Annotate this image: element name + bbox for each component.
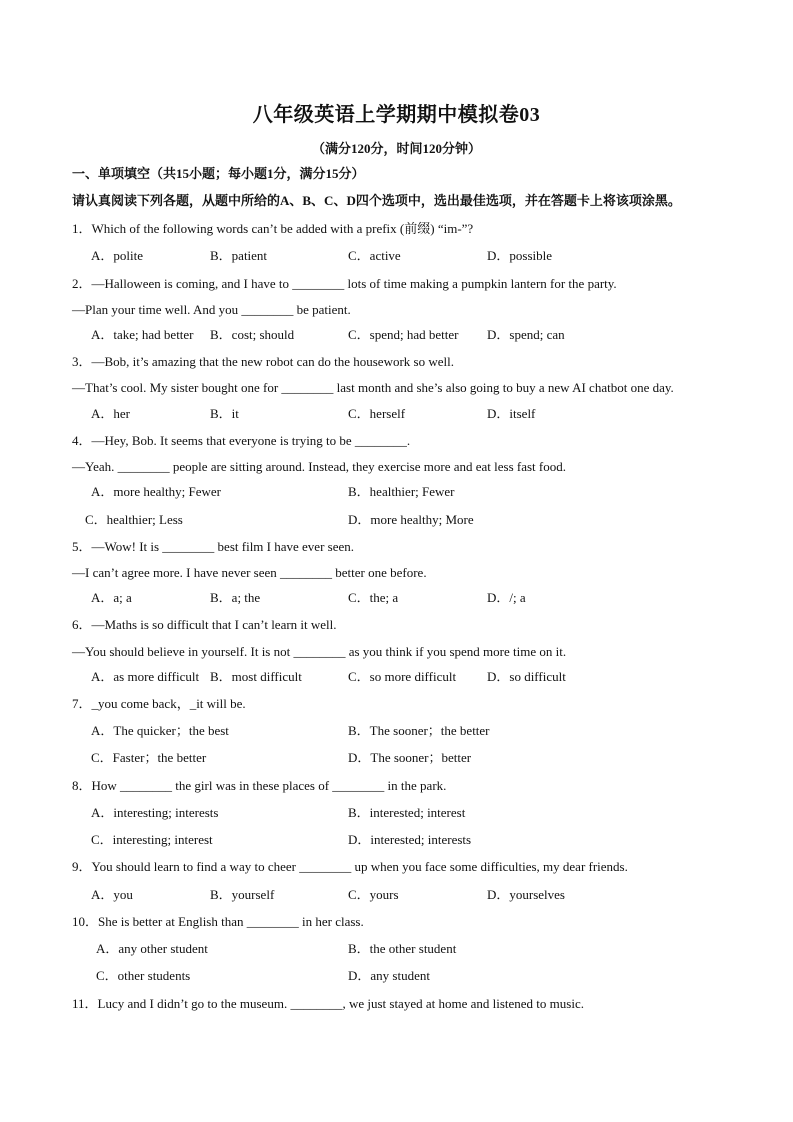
question-3-text-line-2: —That’s cool. My sister bought one for ________ last month and she’s also going to buy a new AI chatbot one day.	[72, 380, 674, 395]
question-2-option-a: A．take; had better	[91, 327, 194, 342]
question-3-option-d: D．itself	[487, 406, 536, 421]
question-7-option-b: B．The sooner；the better	[348, 723, 490, 738]
question-8-option-c: C．interesting; interest	[91, 832, 213, 847]
question-7-option-d: D．The sooner；better	[348, 750, 472, 765]
question-3-option-c: C．herself	[348, 406, 406, 421]
question-11-text: 11．Lucy and I didn’t go to the museum. ________, we just stayed at home and listened to music.	[72, 996, 584, 1011]
section-instruction: 请认真阅读下列各题，从题中所给的A、B、C、D四个选项中，选出最佳选项，并在答题卡上将该项涂黑。	[72, 193, 681, 208]
question-10-option-c: C．other students	[96, 968, 191, 983]
question-8-option-a: A．interesting; interests	[91, 805, 219, 820]
question-6-option-b: B．most difficult	[210, 669, 302, 684]
question-8-option-d: D．interested; interests	[348, 832, 472, 847]
question-2-text-line-1: 2．—Halloween is coming, and I have to ________ lots of time making a pumpkin lantern for the party.	[72, 276, 617, 291]
question-3-option-b: B．it	[210, 406, 239, 421]
question-1-option-a: A．polite	[91, 248, 143, 263]
question-8-text: 8．How ________ the girl was in these places of ________ in the park.	[72, 778, 447, 793]
question-5-option-a: A．a; a	[91, 590, 132, 605]
question-6-text-line-1: 6．—Maths is so difficult that I can’t learn it well.	[72, 617, 337, 632]
question-5-option-d: D．/; a	[487, 590, 526, 605]
question-9-text: 9．You should learn to find a way to cheer ________ up when you face some difficulties, my dear friends.	[72, 859, 628, 874]
question-1-option-d: D．possible	[487, 248, 553, 263]
page-subtitle: （满分120分，时间120分钟）	[311, 141, 481, 156]
page-title: 八年级英语上学期期中模拟卷03	[252, 104, 541, 126]
question-7-option-c: C．Faster；the better	[91, 750, 207, 765]
question-7-option-a: A．The quicker；the best	[91, 723, 229, 738]
question-5-text-line-2: —I can’t agree more. I have never seen ________ better one before.	[72, 565, 427, 580]
question-6-text-line-2: —You should believe in yourself. It is not ________ as you think if you spend more time on it.	[72, 644, 567, 659]
section-heading: 一、单项填空（共15小题；每小题1分，满分15分）	[72, 166, 365, 181]
question-2-text-line-2: —Plan your time well. And you ________ be patient.	[72, 302, 351, 317]
question-10-option-a: A．any other student	[96, 941, 208, 956]
question-4-option-c: C．healthier; Less	[85, 512, 183, 527]
question-8-option-b: B．interested; interest	[348, 805, 466, 820]
question-4-text-line-1: 4．—Hey, Bob. It seems that everyone is trying to be ________.	[72, 433, 411, 448]
question-6-option-d: D．so difficult	[487, 669, 566, 684]
question-2-option-b: B．cost; should	[210, 327, 295, 342]
question-5-option-b: B．a; the	[210, 590, 261, 605]
question-1-option-c: C．active	[348, 248, 401, 263]
question-10-text: 10．She is better at English than ________ in her class.	[72, 914, 364, 929]
question-4-text-line-2: —Yeah. ________ people are sitting around. Instead, they exercise more and eat less fast food.	[72, 459, 566, 474]
question-2-option-d: D．spend; can	[487, 327, 565, 342]
question-1-text: 1．Which of the following words can’t be added with a prefix (前缀) “im-”?	[72, 221, 474, 236]
question-9-option-d: D．yourselves	[487, 887, 565, 902]
question-4-option-b: B．healthier; Fewer	[348, 484, 455, 499]
question-5-option-c: C．the; a	[348, 590, 399, 605]
question-1-option-b: B．patient	[210, 248, 268, 263]
question-9-option-b: B．yourself	[210, 887, 275, 902]
question-2-option-c: C．spend; had better	[348, 327, 459, 342]
question-10-option-d: D．any student	[348, 968, 430, 983]
question-4-option-d: D．more healthy; More	[348, 512, 474, 527]
question-5-text-line-1: 5．—Wow! It is ________ best film I have ever seen.	[72, 539, 355, 554]
question-6-option-c: C．so more difficult	[348, 669, 457, 684]
question-7-text: 7．_you come back，_it will be.	[72, 696, 246, 711]
question-10-option-b: B．the other student	[348, 941, 457, 956]
question-6-option-a: A．as more difficult	[91, 669, 200, 684]
question-9-option-c: C．yours	[348, 887, 399, 902]
question-4-option-a: A．more healthy; Fewer	[91, 484, 221, 499]
question-3-text-line-1: 3．—Bob, it’s amazing that the new robot can do the housework so well.	[72, 354, 454, 369]
question-9-option-a: A．you	[91, 887, 133, 902]
question-3-option-a: A．her	[91, 406, 130, 421]
